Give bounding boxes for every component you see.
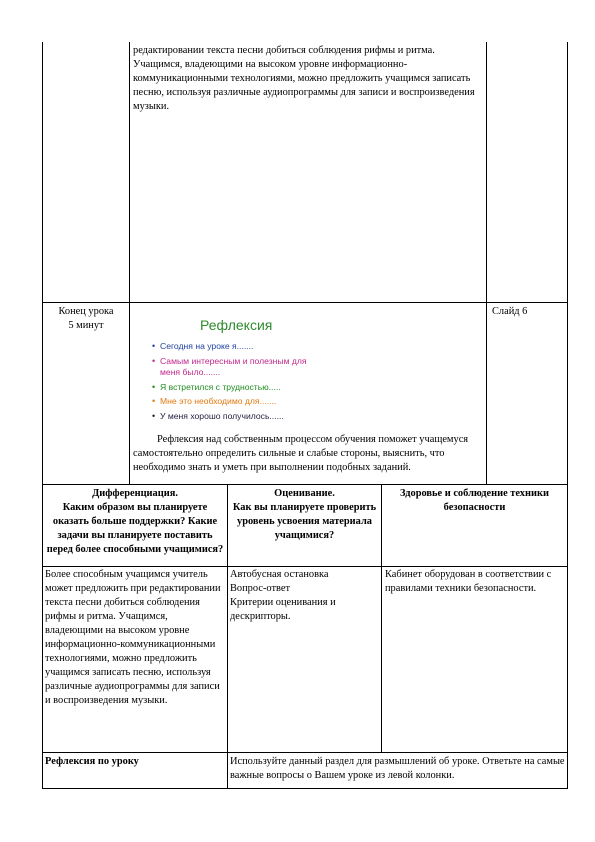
header-assessment: Оценивание. Как вы планируете проверить уровень усвоения материала учащимися?	[232, 488, 377, 541]
slide-item-text: Мне это необходимо для.......	[160, 396, 277, 407]
header-safety: Здоровье и соблюдение техники безопасности	[400, 488, 549, 513]
reflection-text: Используйте данный раздел для размышлений об уроке. Ответьте на самые важные вопросы о Вашем уроке из левой колонки.	[230, 756, 565, 781]
reflection-label: Рефлексия по уроку	[45, 756, 139, 767]
slide-item-text: У меня хорошо получилось......	[160, 410, 284, 421]
body-differentiation: Более способным учащимся учитель может предложить при редактировании текста песни добиться соблюдения рифмы и ритма. Учащимся, владеющими на высоком уровне информационно-коммуникационными технологиями, можно предложить учащимся записать песню, используя различные аудиопрограммы для записи и воспроизведения музыки.	[45, 569, 221, 706]
bullet-icon: •	[152, 381, 156, 392]
bullet-icon: •	[152, 341, 156, 351]
slide-title: Рефлексия	[200, 317, 273, 333]
body-safety: Кабинет оборудован в соответствии с правилами техники безопасности.	[385, 569, 552, 594]
resource-label: Слайд 6	[492, 306, 528, 317]
slide-item	[152, 356, 328, 379]
stage-cell	[44, 305, 128, 333]
slide-item-text: Самым интересным и полезным для меня было.......	[160, 355, 307, 377]
bullet-icon: •	[152, 355, 156, 366]
body-assessment: Автобусная остановка Вопрос-ответ Критерии оценивания и дескрипторы.	[230, 569, 336, 622]
header-differentiation: Дифференциация. Каким образом вы планируете оказать больше поддержки? Какие задачи вы планируете поставить перед более способными учащимися?	[46, 488, 224, 555]
stage-label: Конец урока	[58, 306, 114, 317]
top-row-paragraph: редактировании текста песни добиться соблюдения рифмы и ритма. Учащимся, владеющими на высоком уровне информационно-коммуникационными технологиями, можно предложить учащимся записать песню, используя различные аудиопрограммы для записи и воспроизведения музыки.	[133, 45, 475, 112]
slide-item	[152, 396, 328, 407]
slide-list	[138, 341, 328, 425]
end-row-paragraph: Рефлексия над собственным процессом обучения поможет учащемуся самостоятельно определить сильные и слабые стороны, выяснить, что необходимо знать и уметь при выполнении подобных заданий.	[133, 434, 469, 473]
slide-item	[152, 411, 328, 422]
slide-item	[152, 341, 328, 352]
stage-duration: 5 минут	[68, 320, 104, 331]
bullet-icon: •	[152, 410, 156, 421]
slide-item-text: Я встретился с трудностью.....	[160, 381, 281, 392]
reflection-slide	[138, 311, 328, 423]
slide-item	[152, 382, 328, 393]
slide-item-text: Сегодня на уроке я.......	[160, 341, 254, 351]
bullet-icon: •	[152, 396, 156, 407]
